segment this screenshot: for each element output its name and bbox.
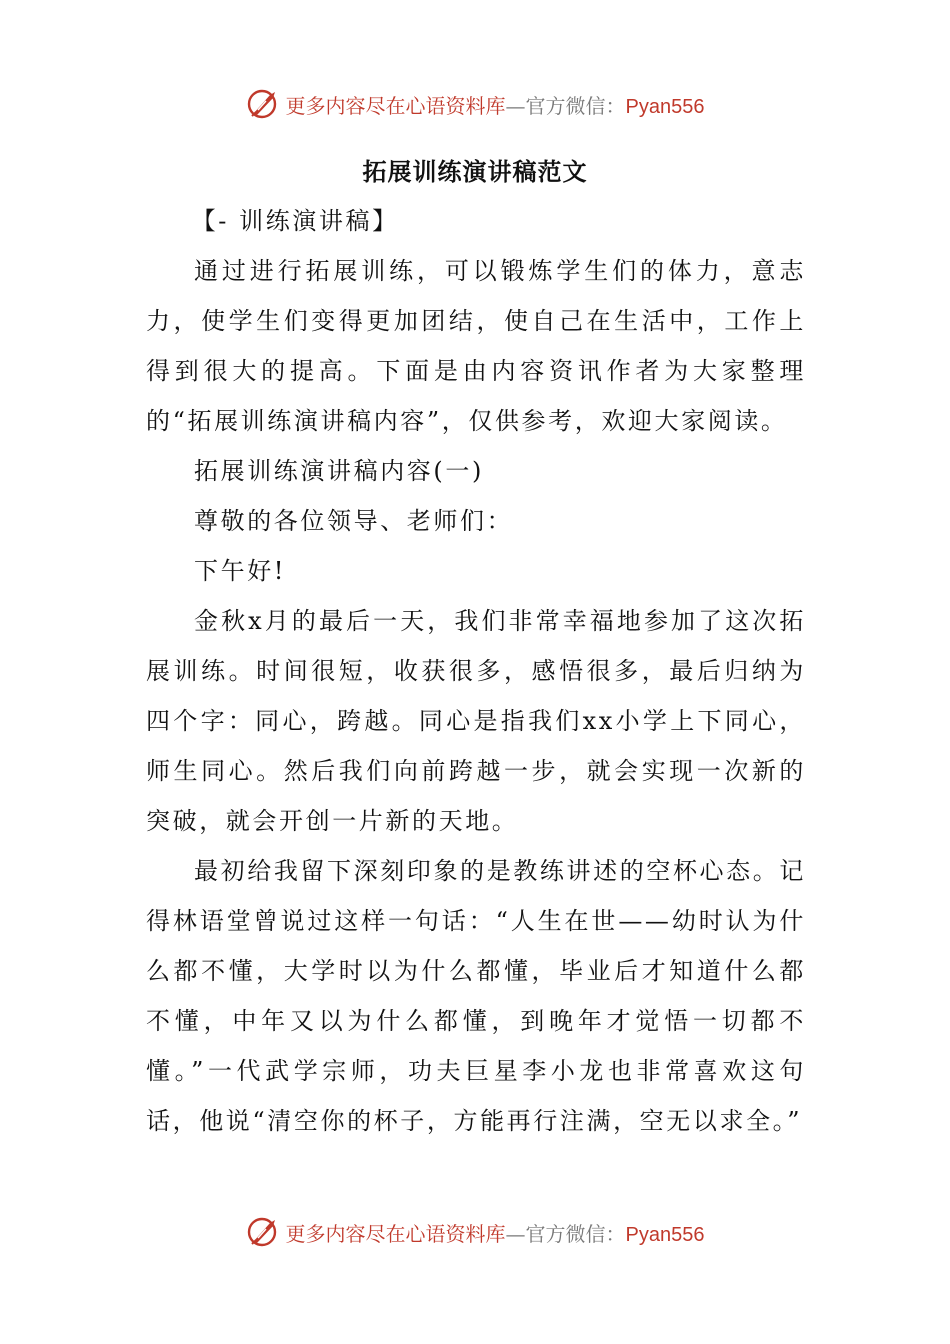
pen-nib-logo-icon — [246, 1214, 282, 1250]
section-label: 【- 训练演讲稿】 — [191, 207, 399, 235]
banner-wechat-label: 官方微信： — [525, 1221, 626, 1246]
banner-wechat-id: Pyan556 — [625, 95, 705, 118]
paragraph-body-1: 金秋x月的最后一天，我们非常幸福地参加了这次拓展训练。时间很短，收获很多，感悟很多，最后归纳为四个字：同心，跨越。同心是指我们xx小学上下同心，师生同心。然后我们向前跨越一步，就会实现一次新的突破，就会开创一片新的天地。 — [146, 607, 806, 835]
banner-wechat-id: Pyan556 — [625, 1223, 705, 1246]
document-title: 拓展训练演讲稿范文 — [362, 157, 588, 186]
banner-dash: — — [505, 93, 526, 118]
paragraph-intro: 通过进行拓展训练，可以锻炼学生们的体力，意志力，使学生们变得更加团结，使自己在生活中，工作上得到很大的提高。下面是由内容资讯作者为大家整理的“拓展训练演讲稿内容”，仅供参考，欢迎大家阅读。 — [146, 257, 806, 435]
paragraph-heading: 拓展训练演讲稿内容(一) — [194, 457, 484, 485]
paragraph-greeting: 下午好! — [194, 557, 287, 585]
footer-banner — [0, 1210, 950, 1254]
banner-site-name: 更多内容尽在心语资料库 — [285, 93, 506, 118]
paragraph-body-2: 最初给我留下深刻印象的是教练讲述的空杯心态。记得林语堂曾说过这样一句话：“人生在世——幼时认为什么都不懂，大学时以为什么都懂，毕业后才知道什么都不懂，中年又以为什么都懂，到晚年才觉悟一切都不懂。”一代武学宗师，功夫巨星李小龙也非常喜欢这句话，他说“清空你的杯子，方能再行注满，空无以求全。” — [146, 857, 806, 1135]
document-body — [146, 196, 806, 1146]
pen-nib-logo-icon — [246, 86, 282, 122]
paragraph-salutation: 尊敬的各位领导、老师们： — [194, 507, 514, 535]
banner-text — [286, 1218, 705, 1247]
banner-text — [286, 90, 705, 119]
header-banner — [0, 82, 950, 126]
banner-site-name: 更多内容尽在心语资料库 — [285, 1221, 506, 1246]
banner-dash: — — [505, 1221, 526, 1246]
banner-wechat-label: 官方微信： — [525, 93, 626, 118]
